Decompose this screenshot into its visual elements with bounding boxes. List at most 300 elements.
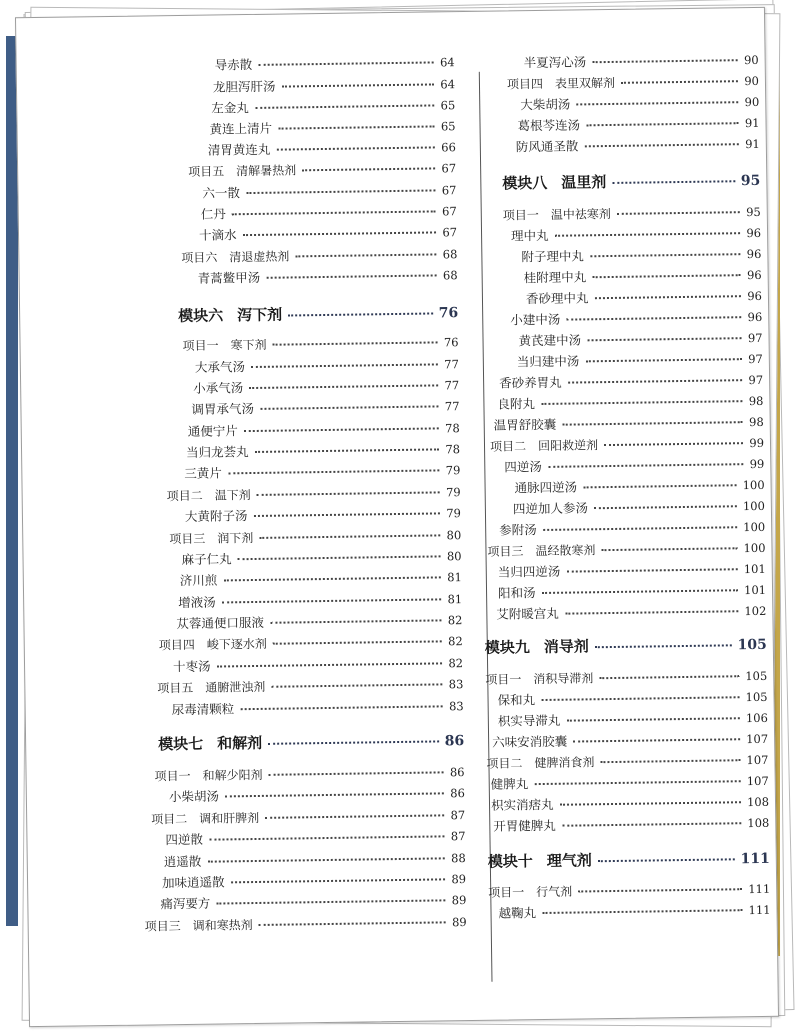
entry-title: 大黄附子汤 <box>184 508 248 524</box>
page-number: 98 <box>748 393 764 409</box>
page-number: 111 <box>748 902 771 918</box>
page-number: 87 <box>450 808 466 823</box>
dot-leader <box>278 125 435 129</box>
dot-leader <box>260 405 439 409</box>
module-title: 泻下剂 <box>237 305 283 325</box>
entry-title: 香砂理中丸 <box>525 290 589 307</box>
toc-project-entry <box>151 807 465 827</box>
dot-leader <box>269 771 444 775</box>
entry-title: 参附汤 <box>499 522 537 538</box>
page-number: 65 <box>440 119 456 134</box>
page-number: 97 <box>748 351 763 367</box>
dot-leader <box>216 899 445 904</box>
dot-leader <box>541 400 743 405</box>
entry-title: 艾附暖宫丸 <box>496 605 559 622</box>
dot-leader <box>244 427 439 432</box>
entry-title: 大柴胡汤 <box>520 96 571 113</box>
page-number: 83 <box>448 699 464 714</box>
toc-entry <box>181 548 461 568</box>
toc-module-heading <box>178 302 458 327</box>
entry-title: 四逆汤 <box>504 458 542 475</box>
entry-title: 导赤散 <box>214 56 253 73</box>
page-number: 83 <box>448 677 464 692</box>
entry-title: 小建中汤 <box>510 311 561 328</box>
page-number: 64 <box>439 55 455 70</box>
entry-title: 当归建中汤 <box>516 353 580 370</box>
page-number: 67 <box>441 204 457 219</box>
toc-project-entry <box>486 752 768 772</box>
dot-leader <box>562 822 742 827</box>
page-number: 90 <box>744 94 760 110</box>
page-number: 91 <box>745 136 760 152</box>
page-number: 102 <box>744 603 767 619</box>
toc-entry <box>215 54 455 73</box>
page-number: 89 <box>451 872 467 887</box>
toc-project-entry <box>145 914 467 934</box>
toc-project-entry <box>182 334 458 354</box>
toc-entry <box>513 498 765 518</box>
page-number: 95 <box>746 204 761 220</box>
dot-leader <box>207 857 445 862</box>
entry-title: 理中丸 <box>510 227 549 244</box>
toc-entry <box>499 519 765 539</box>
page-number: 89 <box>451 893 467 908</box>
project-title: 项目四 峻下逐水剂 <box>158 636 267 653</box>
toc-page <box>15 7 779 1027</box>
page-number: 79 <box>445 463 461 478</box>
page-number: 82 <box>448 656 464 671</box>
entry-title: 桂附理中丸 <box>523 269 587 286</box>
page-number: 65 <box>440 98 456 113</box>
module-title: 和解剂 <box>217 733 263 753</box>
column-divider <box>479 72 493 982</box>
dot-leader <box>594 505 737 509</box>
entry-title: 增液汤 <box>178 594 216 611</box>
page-number: 100 <box>742 477 765 493</box>
toc-entry <box>514 477 764 496</box>
project-title: 项目三 调和寒热剂 <box>144 918 253 934</box>
page-number: 107 <box>746 752 769 768</box>
dot-leader <box>587 337 742 341</box>
toc-project-entry <box>169 527 461 547</box>
toc-entry <box>180 569 462 589</box>
toc-entry <box>517 351 763 370</box>
entry-title: 痛泻要方 <box>160 895 211 912</box>
toc-project-entry <box>490 435 764 455</box>
page-number: 108 <box>746 794 770 810</box>
dot-leader <box>225 792 444 797</box>
toc-entry <box>199 224 457 244</box>
project-title: 项目四 表里双解剂 <box>506 75 616 92</box>
entry-title: 通便宁片 <box>187 423 238 439</box>
dot-leader <box>257 491 440 496</box>
toc-entry <box>518 330 762 349</box>
entry-title: 清胃黄连丸 <box>207 141 271 158</box>
toc-entry <box>510 309 762 329</box>
toc-entry <box>499 372 763 392</box>
dot-leader <box>584 143 739 147</box>
dot-leader <box>617 211 740 215</box>
page-number: 77 <box>444 378 460 393</box>
toc-entry <box>491 773 769 793</box>
page-number: 89 <box>451 915 467 930</box>
page-number: 107 <box>746 731 769 747</box>
entry-title: 当归四逆汤 <box>497 563 561 580</box>
toc-entry <box>521 246 761 265</box>
toc-entry <box>193 377 459 397</box>
dot-leader <box>276 146 435 150</box>
entry-title: 苁蓉通便口服液 <box>176 614 265 632</box>
dot-leader <box>251 363 438 368</box>
dot-leader <box>266 274 437 278</box>
entry-title: 十枣汤 <box>172 658 211 675</box>
page-number: 97 <box>747 330 763 346</box>
dot-leader <box>265 814 444 819</box>
dot-leader <box>541 696 740 701</box>
dot-leader <box>542 589 739 594</box>
dot-leader <box>223 576 441 581</box>
page-number: 95 <box>740 172 761 190</box>
page-number: 107 <box>746 773 769 789</box>
dot-leader <box>612 180 735 184</box>
page-number: 91 <box>744 115 760 131</box>
module-label: 模块六 <box>178 306 224 326</box>
page-number: 100 <box>742 498 765 514</box>
page-number: 99 <box>749 435 765 451</box>
project-title: 项目一 寒下剂 <box>182 337 267 353</box>
page-number: 108 <box>747 815 770 831</box>
page-number: 67 <box>442 225 458 240</box>
page-number: 67 <box>441 183 457 198</box>
dot-leader <box>595 644 732 648</box>
page-number: 67 <box>441 161 457 176</box>
entry-title: 黄连上清片 <box>209 120 273 137</box>
toc-entry <box>195 356 459 376</box>
dot-leader <box>249 384 438 389</box>
page-number: 98 <box>748 414 764 430</box>
toc-entry <box>493 815 769 835</box>
toc-entry <box>188 420 460 440</box>
module-title: 理气剂 <box>546 851 592 870</box>
entry-title: 健脾丸 <box>490 776 529 792</box>
dot-leader <box>273 640 442 644</box>
page-number: 76 <box>443 335 459 350</box>
toc-project-entry <box>488 881 770 901</box>
toc-entry <box>185 505 461 525</box>
toc-entry <box>201 203 457 223</box>
project-title: 项目一 温中祛寒剂 <box>502 206 611 223</box>
page-number: 86 <box>450 786 465 801</box>
dot-leader <box>217 662 443 667</box>
toc-entry <box>524 52 759 71</box>
page-number: 68 <box>442 247 458 262</box>
toc-entry <box>498 561 766 581</box>
dot-leader <box>599 675 739 679</box>
dot-leader <box>246 189 436 194</box>
project-title: 项目六 清退虚热剂 <box>181 249 290 265</box>
dot-leader <box>578 888 742 892</box>
project-title: 项目二 回阳救逆剂 <box>489 438 599 454</box>
dot-leader <box>240 705 443 710</box>
toc-entry <box>162 871 466 891</box>
toc-project-entry <box>503 204 761 224</box>
toc-entry <box>492 731 768 751</box>
dot-leader <box>598 858 735 862</box>
page-number: 81 <box>447 592 463 607</box>
entry-title: 良附丸 <box>497 396 536 412</box>
toc-module-heading <box>488 848 770 873</box>
toc-module-heading <box>485 634 767 659</box>
toc-project-entry <box>188 160 456 180</box>
page-number: 80 <box>446 528 462 543</box>
page-number: 100 <box>743 519 766 535</box>
toc-entry <box>491 794 769 814</box>
dot-leader <box>621 80 738 84</box>
toc-module-heading <box>158 730 464 755</box>
dot-leader <box>548 463 744 468</box>
toc-entry <box>202 182 456 202</box>
page-number: 68 <box>442 268 458 283</box>
dot-leader <box>268 740 438 744</box>
dot-leader <box>295 253 436 257</box>
entry-title: 附子理中丸 <box>521 248 584 265</box>
dot-leader <box>273 341 438 345</box>
page-number: 79 <box>446 506 462 521</box>
entry-title: 枳实导滞丸 <box>497 712 561 729</box>
dot-leader <box>573 738 740 742</box>
page-number: 81 <box>447 570 462 585</box>
entry-title: 半夏泻心汤 <box>523 54 587 71</box>
entry-title: 调胃承气汤 <box>191 400 255 417</box>
dot-leader <box>592 274 741 278</box>
project-title: 项目二 健脾消食剂 <box>486 755 595 771</box>
project-title: 项目二 调和肝脾剂 <box>151 810 260 827</box>
entry-title: 龙胆泻肝汤 <box>212 78 276 95</box>
toc-entry <box>172 698 464 718</box>
toc-project-entry <box>181 246 457 266</box>
module-title: 温里剂 <box>561 173 607 192</box>
dot-leader <box>302 167 435 171</box>
page-number: 106 <box>745 710 768 726</box>
dot-leader <box>583 484 737 488</box>
project-title: 项目一 和解少阳剂 <box>154 767 263 784</box>
project-title: 项目二 温下剂 <box>166 488 251 504</box>
dot-leader <box>566 717 740 721</box>
dot-leader <box>592 59 738 63</box>
entry-title: 阳和汤 <box>497 585 536 601</box>
entry-title: 大承气汤 <box>194 359 246 375</box>
toc-entry <box>511 225 761 244</box>
entry-title: 仁丹 <box>200 206 226 222</box>
page-number: 78 <box>445 442 461 457</box>
dot-leader <box>585 358 742 362</box>
toc-entry <box>516 136 760 155</box>
dot-leader <box>604 442 743 446</box>
toc-project-entry <box>159 633 463 653</box>
entry-title: 六一散 <box>202 185 241 201</box>
module-label: 模块十 <box>487 852 533 871</box>
module-label: 模块八 <box>502 173 548 193</box>
toc-entry <box>504 456 764 476</box>
page-number: 105 <box>737 636 767 654</box>
dot-leader <box>222 598 442 603</box>
page-number: 78 <box>445 421 460 436</box>
entry-title: 葛根芩连汤 <box>517 117 581 134</box>
dot-leader <box>566 568 738 572</box>
dot-leader <box>560 801 742 806</box>
dot-leader <box>255 104 435 109</box>
dot-leader <box>534 780 741 785</box>
dot-leader <box>601 547 737 551</box>
entry-title: 小承气汤 <box>193 380 244 396</box>
toc-entry <box>498 582 766 602</box>
toc-entry <box>184 462 460 482</box>
dot-leader <box>271 683 442 687</box>
project-title: 项目五 清解暑热剂 <box>188 163 297 179</box>
page-number: 105 <box>745 668 768 684</box>
toc-module-heading <box>502 170 760 195</box>
module-label: 模块九 <box>484 638 530 657</box>
page-number: 96 <box>746 267 762 283</box>
toc-entry <box>208 139 456 158</box>
page-number: 99 <box>749 456 765 472</box>
dot-leader <box>243 231 437 236</box>
entry-title: 加味逍遥散 <box>161 874 225 891</box>
entry-title: 十滴水 <box>198 227 237 243</box>
entry-title: 枳实消痞丸 <box>490 796 554 813</box>
dot-leader <box>543 526 738 531</box>
toc-entry <box>498 710 768 730</box>
dot-leader <box>270 619 442 623</box>
page-number: 105 <box>745 689 768 705</box>
toc-project-entry <box>487 540 765 560</box>
toc-entry <box>176 612 462 632</box>
page-number: 111 <box>740 850 770 868</box>
page-number: 90 <box>743 52 759 68</box>
page-number: 90 <box>744 73 760 89</box>
dot-leader <box>562 421 743 426</box>
entry-title: 保和丸 <box>497 692 536 708</box>
entry-title: 当归龙荟丸 <box>185 444 249 460</box>
dot-leader <box>288 312 432 316</box>
page-number: 80 <box>446 549 462 564</box>
dot-leader <box>600 759 740 763</box>
page-number: 82 <box>447 613 463 628</box>
page-number: 86 <box>444 733 465 750</box>
entry-title: 尿毒清颗粒 <box>171 701 235 718</box>
entry-title: 香砂养胃丸 <box>499 374 562 391</box>
page-number: 77 <box>444 357 459 372</box>
entry-title: 防风通圣散 <box>515 138 579 155</box>
dot-leader <box>590 253 741 257</box>
toc-entry <box>494 414 764 434</box>
project-title: 项目五 通腑泄浊剂 <box>157 679 266 696</box>
dot-leader <box>253 512 440 517</box>
entry-title: 四逆散 <box>165 831 204 848</box>
toc-entry <box>213 76 455 95</box>
entry-title: 六味安消胶囊 <box>492 733 568 750</box>
entry-title: 温胃舒胶囊 <box>493 416 557 433</box>
entry-title: 四逆加人参汤 <box>512 500 589 517</box>
dot-leader <box>576 101 738 105</box>
toc-entry <box>160 892 466 912</box>
entry-title: 黄芪建中汤 <box>518 332 582 349</box>
page-number: 111 <box>748 881 771 897</box>
dot-leader <box>209 835 445 840</box>
dot-leader <box>231 878 446 883</box>
page-number: 86 <box>449 765 465 780</box>
toc-entry <box>496 603 766 623</box>
module-label: 模块七 <box>158 734 204 754</box>
page-number: 76 <box>438 305 459 322</box>
dot-leader <box>232 210 436 215</box>
dot-leader <box>566 316 741 320</box>
page-number: 66 <box>441 140 456 155</box>
page-number: 64 <box>440 77 456 92</box>
entry-title: 通脉四逆汤 <box>514 479 578 496</box>
dot-leader <box>555 232 741 237</box>
entry-title: 开胃健脾丸 <box>493 817 556 834</box>
entry-title: 小柴胡汤 <box>168 788 219 805</box>
project-title: 项目三 润下剂 <box>169 531 254 547</box>
page-number: 88 <box>451 851 466 866</box>
entry-title: 济川煎 <box>179 572 218 589</box>
page-number: 96 <box>746 225 762 241</box>
page-number: 101 <box>743 561 766 577</box>
module-title: 消导剂 <box>543 637 589 656</box>
dot-leader <box>565 610 739 614</box>
page-number: 87 <box>450 829 466 844</box>
toc-entry <box>186 441 460 461</box>
dot-leader <box>281 83 434 87</box>
toc-entry <box>497 393 763 413</box>
toc-entry <box>191 398 459 418</box>
dot-leader <box>594 295 741 299</box>
dot-leader <box>255 448 440 453</box>
dot-leader <box>228 469 440 474</box>
project-title: 项目一 消积导滞剂 <box>485 671 594 687</box>
toc-entry <box>165 828 465 848</box>
page-number: 96 <box>746 246 762 262</box>
dot-leader <box>259 921 446 926</box>
dot-leader <box>542 909 743 914</box>
page-number: 101 <box>744 582 767 598</box>
entry-title: 麻子仁丸 <box>181 551 232 568</box>
toc-entry <box>211 97 455 116</box>
toc-entry <box>178 591 462 611</box>
entry-title: 越鞠丸 <box>498 905 537 921</box>
toc-entry <box>517 115 759 134</box>
page-number: 77 <box>444 399 460 414</box>
toc-entry <box>524 267 762 286</box>
toc-entry <box>169 785 465 805</box>
toc-project-entry <box>507 73 759 93</box>
page-number: 96 <box>747 288 763 304</box>
page-number: 100 <box>743 540 766 556</box>
toc-project-entry <box>157 676 463 696</box>
toc-entry <box>173 655 463 675</box>
toc-entry <box>164 850 466 870</box>
entry-title: 三黄片 <box>184 465 222 481</box>
dot-leader <box>259 534 440 539</box>
page-number: 96 <box>747 309 763 325</box>
toc-project-entry <box>154 764 464 784</box>
page-number: 97 <box>748 372 764 388</box>
toc-entry <box>209 118 455 137</box>
dot-leader <box>568 379 743 383</box>
toc-project-entry <box>167 484 461 504</box>
dot-leader <box>586 122 739 126</box>
